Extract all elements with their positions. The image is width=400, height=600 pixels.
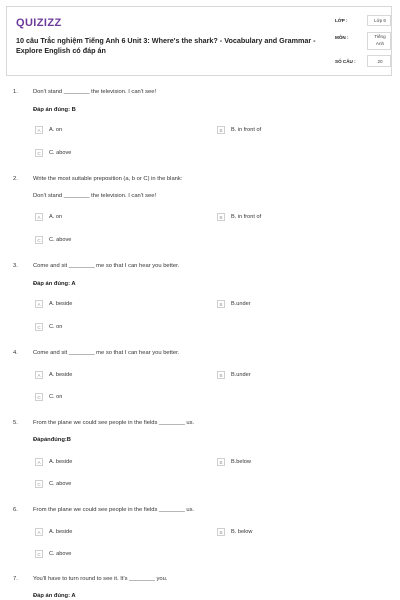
option-a[interactable] [35,458,72,466]
question-number: 6. [13,507,18,513]
option-letter-badge: C [35,236,43,244]
option-letter-badge: C [35,149,43,157]
option-letter-badge: B [217,213,225,221]
question-count-value: 20 [377,59,383,64]
option-text: A. beside [49,301,73,307]
subject-value-line2: Anh [375,41,385,46]
option-text: B.under [231,372,251,378]
option-letter-badge: C [35,323,43,331]
question-count-label: SỐ CÂU : [335,59,356,64]
option-text: B. in front of [231,214,262,220]
option-text: C. on [49,324,63,330]
subject-label: MÔN : [335,35,349,40]
correct-answer: Đáp án đúng: A [33,281,76,287]
quiz-header [6,6,392,76]
option-c[interactable] [35,550,71,558]
grade-label: LỚP : [335,18,348,23]
option-c[interactable] [35,323,62,331]
option-letter-badge: A [35,528,43,536]
option-letter-badge: A [35,126,43,134]
option-b[interactable] [217,213,261,221]
grade-value: Lớp 6 [374,18,386,23]
option-text: C. above [49,237,72,243]
option-text: A. beside [49,529,73,535]
option-letter-badge: C [35,393,43,401]
correct-answer: Đápánđúng:B [33,437,71,443]
option-text: A. on [49,127,63,133]
quiz-title: 10 câu Trắc nghiệm Tiếng Anh 6 Unit 3: Where's the shark? - Vocabulary and Grammar - Explore English có đáp án [16,36,316,55]
question-number: 1. [13,89,18,95]
option-text: B. below [231,529,253,535]
question-number: 5. [13,420,18,426]
option-c[interactable] [35,480,71,488]
option-text: C. above [49,150,72,156]
option-letter-badge: A [35,458,43,466]
option-letter-badge: B [217,458,225,466]
option-b[interactable] [217,371,251,379]
option-letter-badge: C [35,550,43,558]
option-c[interactable] [35,236,71,244]
option-b[interactable] [217,126,261,134]
question-text: Come and sit ________ me so that I can hear you better. [33,263,180,269]
option-c[interactable] [35,149,71,157]
option-letter-badge: B [217,528,225,536]
option-letter-badge: C [35,480,43,488]
option-a[interactable] [35,300,72,308]
question-text: Come and sit ________ me so that I can hear you better. [33,350,180,356]
option-text: C. above [49,481,72,487]
correct-answer: Đáp án đúng: B [33,107,76,113]
question-number: 4. [13,350,18,356]
option-letter-badge: A [35,371,43,379]
question-text: You'll have to turn round to see it. It's ________ you. [33,576,168,582]
question-subtext: Don't stand ________ the television. I can't see! [33,193,157,199]
option-b[interactable] [217,528,252,536]
option-letter-badge: A [35,213,43,221]
option-text: B.under [231,301,251,307]
option-c[interactable] [35,393,62,401]
option-a[interactable] [35,371,72,379]
correct-answer: Đáp án đúng: A [33,593,76,599]
option-letter-badge: B [217,371,225,379]
option-a[interactable] [35,126,62,134]
question-number: 7. [13,576,18,582]
option-text: C. above [49,551,72,557]
option-a[interactable] [35,528,72,536]
option-a[interactable] [35,213,62,221]
option-text: B. in front of [231,127,262,133]
option-text: A. beside [49,372,73,378]
option-text: B.below [231,459,251,465]
question-text: From the plane we could see people in the fields ________ us. [33,420,195,426]
option-text: A. beside [49,459,73,465]
option-b[interactable] [217,458,251,466]
option-text: A. on [49,214,63,220]
subject-value-line1: Tiếng [374,34,386,39]
question-text: From the plane we could see people in the fields ________ us. [33,507,195,513]
option-letter-badge: B [217,126,225,134]
question-text: Don't stand ________ the television. I can't see! [33,89,157,95]
question-text: Write the most suitable preposition (a, b or C) in the blank: [33,176,183,182]
option-letter-badge: A [35,300,43,308]
option-text: C. on [49,394,63,400]
question-number: 2. [13,176,18,182]
option-letter-badge: B [217,300,225,308]
option-b[interactable] [217,300,251,308]
question-number: 3. [13,263,18,269]
quizizz-logo: QUIZIZZ [16,17,62,29]
